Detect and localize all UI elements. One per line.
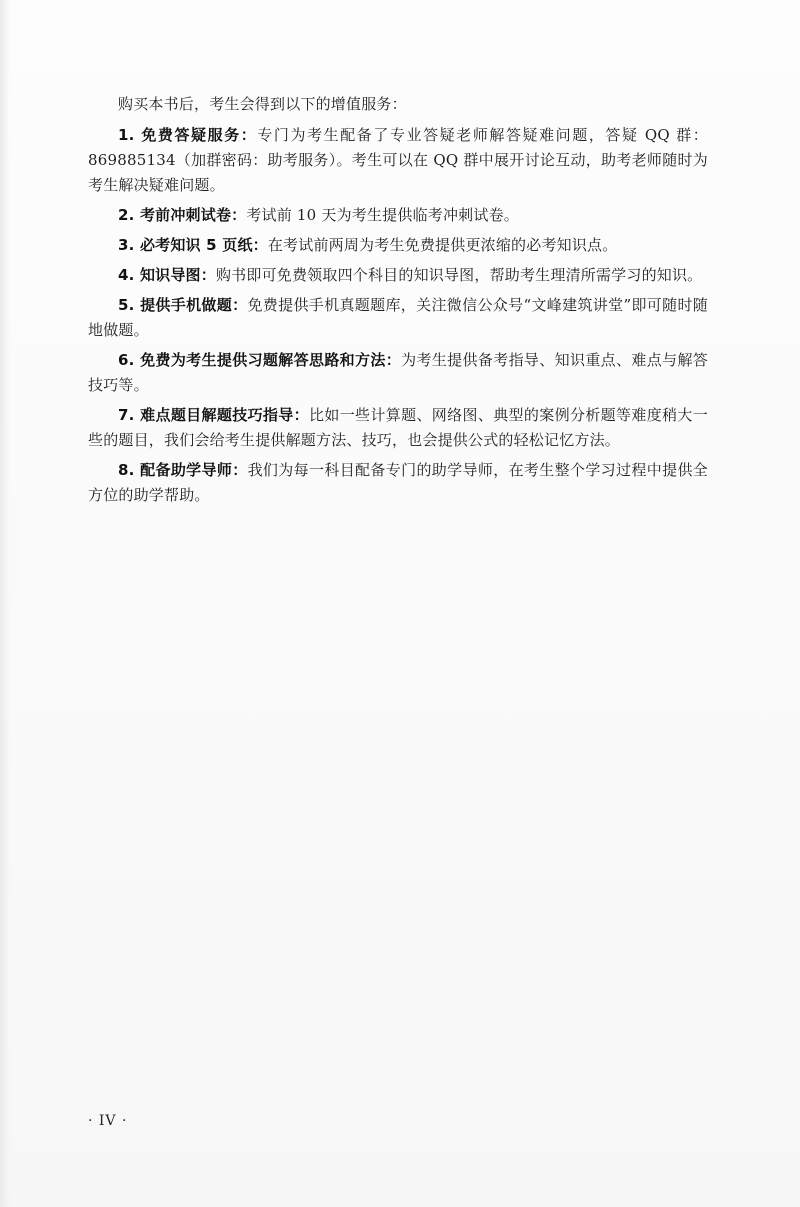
service-item-6 <box>88 348 708 398</box>
service-item-text: 免费提供手机真题题库，关注微信公众号“文峰建筑讲堂”即可随时随地做题。 <box>88 296 708 339</box>
service-item-text: 专门为考生配备了专业答疑老师解答疑难问题，答疑 QQ 群：869885134（加群密码：助考服务）。考生可以在 QQ 群中展开讨论互动，助考老师随时为考生解决疑难问题。 <box>88 126 709 194</box>
service-item-text: 为考生提供备考指导、知识重点、难点与解答技巧等。 <box>88 351 709 394</box>
service-item-title: 1. 免费答疑服务： <box>118 126 258 144</box>
service-item-4 <box>88 263 708 288</box>
page-content <box>88 92 708 513</box>
service-item-3 <box>88 233 708 258</box>
service-item-text: 我们为每一科目配备专门的助学导师，在考生整个学习过程中提供全方位的助学帮助。 <box>88 461 708 504</box>
service-item-8 <box>88 458 708 508</box>
service-item-text: 比如一些计算题、网络图、典型的案例分析题等难度稍大一些的题目，我们会给考生提供解题方法、技巧，也会提供公式的轻松记忆方法。 <box>88 406 708 449</box>
service-item-1 <box>88 123 708 198</box>
service-item-7 <box>88 403 708 453</box>
service-item-text: 在考试前两周为考生免费提供更浓缩的必考知识点。 <box>267 236 618 254</box>
service-item-title: 5. 提供手机做题： <box>118 296 248 314</box>
service-item-text: 考试前 10 天为考生提供临考冲刺试卷。 <box>246 206 519 224</box>
service-item-5 <box>88 293 708 343</box>
service-item-title: 6. 免费为考生提供习题解答思路和方法： <box>118 351 402 369</box>
service-item-text: 购书即可免费领取四个科目的知识导图，帮助考生理清所需学习的知识。 <box>215 266 703 284</box>
service-item-title: 4. 知识导图： <box>118 266 216 284</box>
service-item-2 <box>88 203 708 228</box>
intro-paragraph: 购买本书后，考生会得到以下的增值服务： <box>118 95 407 113</box>
service-item-title: 3. 必考知识 5 页纸： <box>118 236 268 254</box>
page-number: · IV · <box>88 1113 128 1129</box>
service-item-title: 2. 考前冲刺试卷： <box>118 206 247 224</box>
service-item-title: 8. 配备助学导师： <box>118 461 248 479</box>
service-item-title: 7. 难点题目解题技巧指导： <box>118 406 309 424</box>
